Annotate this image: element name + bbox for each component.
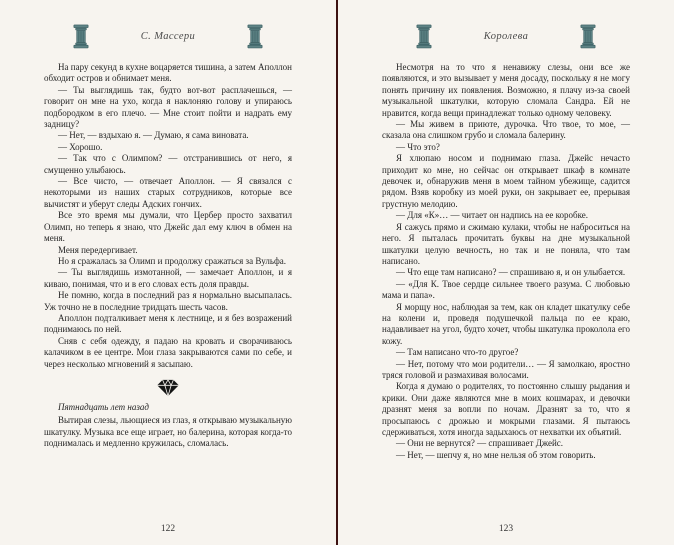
paragraph: — Нет, — вздыхаю я. — Думаю, я сама виновата. xyxy=(58,130,249,141)
paragraph: — Ты выглядишь так, будто вот-вот расплачешься, — говорит он мне на ухо, когда я наклоняю голову и упираюсь подбородком в его плечо. — Мне стоит пойти и надрать ему задницу? xyxy=(44,84,292,130)
right-page-number: 123 xyxy=(498,524,514,534)
paragraph: — Ты выглядишь измотанной, — замечает Аполлон, и я киваю, понимая, что и в его словах есть доля правды. xyxy=(44,267,292,289)
paragraph: Аполлон подталкивает меня к лестнице, и я без возражений поднимаюсь по ней. xyxy=(44,312,292,335)
left-page-body xyxy=(44,62,292,450)
paragraph: Я сажусь прямо и сжимаю кулаки, чтобы не наброситься на него. Я пыталась прочитать буквы на дне музыкальной шкатулки целую вечность, но так и не поняла, что там написано. xyxy=(382,221,630,266)
greek-column-icon xyxy=(580,24,596,49)
paragraph: Все это время мы думали, что Цербер просто захватил Олимп, но теперь я знаю, что Джейс дал ему ключ в обмен на меня. xyxy=(44,210,292,244)
left-page-header xyxy=(44,22,292,50)
paragraph: Я морщу нос, наблюдая за тем, как он кладет шкатулку себе на колени и, проведя подушечкой пальца по ее краю, надавливает на угол, будто хочет, чтобы шкатулка проколола его кожу. xyxy=(382,301,630,346)
right-page-header xyxy=(382,22,630,50)
paragraph: — Что еще там написано? — спрашиваю я, и он улыбается. xyxy=(396,267,626,278)
paragraph: — Хорошо. xyxy=(58,141,103,152)
paragraph: — Все чисто, — отвечает Аполлон. — Я связался с некоторыми из наших старых сотрудников, которые все вычистят и уберут следы Адских гончих. xyxy=(44,176,292,209)
right-page xyxy=(338,0,674,545)
paragraph: Меня передергивает. xyxy=(58,244,138,255)
paragraph: Несмотря на то что я ненавижу слезы, они все же появляются, и это вызывает у меня досаду, поскольку я не могу понять причину их появления. Возможно, я плачу из-за своей музыкальной шкатулки, которую сломала Сандра. Ей не нравится, когда вещи принадлежат только одному человеку. xyxy=(382,62,630,118)
paragraph: — Там написано что-то другое? xyxy=(396,347,519,358)
paragraph: — Нет, потому что мои родители… — Я замолкаю, яростно тряся головой и размахивая волосами. xyxy=(382,358,630,380)
paragraph: На пару секунд в кухне воцаряется тишина, а затем Аполлон обходит остров и обнимает меня. xyxy=(44,62,292,84)
paragraph: — «Для К. Твое сердце сильнее твоего разума. С любовью мама и папа». xyxy=(382,278,630,301)
paragraph: — Они не вернутся? — спрашивает Джейс. xyxy=(396,438,564,449)
left-page-number: 122 xyxy=(160,524,176,534)
paragraph: Я хлюпаю носом и поднимаю глаза. Джейс нечасто приходит ко мне, но сейчас он открывает шкаф в комнате девочек и, обнаружив меня в моем тайном убежище, садится рядом. Взяв коробку из моей руки, он закрывает ее, прерывая грустную мелодию. xyxy=(382,153,630,209)
paragraph: Сняв с себя одежду, я падаю на кровать и сворачиваюсь калачиком в ее центре. Мои глаза закрываются сами по себе, и через несколько мгновений я засыпаю. xyxy=(44,335,292,369)
left-page xyxy=(0,0,336,545)
section-title: Пятнадцать лет назад xyxy=(58,401,149,412)
paragraph: — Так что с Олимпом? — отстранившись от него, я смущенно улыбаюсь. xyxy=(44,153,292,175)
paragraph: Не помню, когда в последний раз я нормально высыпалась. Уж точно не в последние тридцать шесть часов. xyxy=(44,290,292,312)
right-running-head: Королева xyxy=(483,30,529,42)
paragraph: — Мы живем в приюте, дурочка. Что твое, то мое, — сказала она слишком грубо и сломала балерину. xyxy=(382,119,630,141)
greek-column-icon xyxy=(247,24,263,49)
right-page-body xyxy=(382,62,630,461)
paragraph: Но я сражалась за Олимп и продолжу сражаться за Вульфа. xyxy=(58,255,287,266)
paragraph: — Для «К»… — читает он надпись на ее коробке. xyxy=(396,210,588,221)
gem-diamond-icon xyxy=(44,379,292,397)
greek-column-icon xyxy=(416,24,432,49)
paragraph: — Что это? xyxy=(396,141,440,152)
paragraph: Когда я думаю о родителях, то постоянно слышу рыдания и крики. Они даже являются мне в моих кошмарах, и девочки дразнят меня за вопли по ночам. Дразнят за то, что я просыпаюсь с дрожью и мокрыми глазами. Я пытаюсь сдерживаться, хотя иногда задыхаюсь от нехватки их объятий. xyxy=(382,381,630,437)
left-running-head: С. Массери xyxy=(140,30,196,42)
paragraph: — Нет, — шепчу я, но мне нельзя об этом говорить. xyxy=(396,449,596,460)
greek-column-icon xyxy=(73,24,89,49)
paragraph: Вытирая слезы, льющиеся из глаз, я открываю музыкальную шкатулку. Музыка все еще играет, но балерина, которая когда-то поднималась и медленно кружилась, сломалась. xyxy=(44,415,292,449)
